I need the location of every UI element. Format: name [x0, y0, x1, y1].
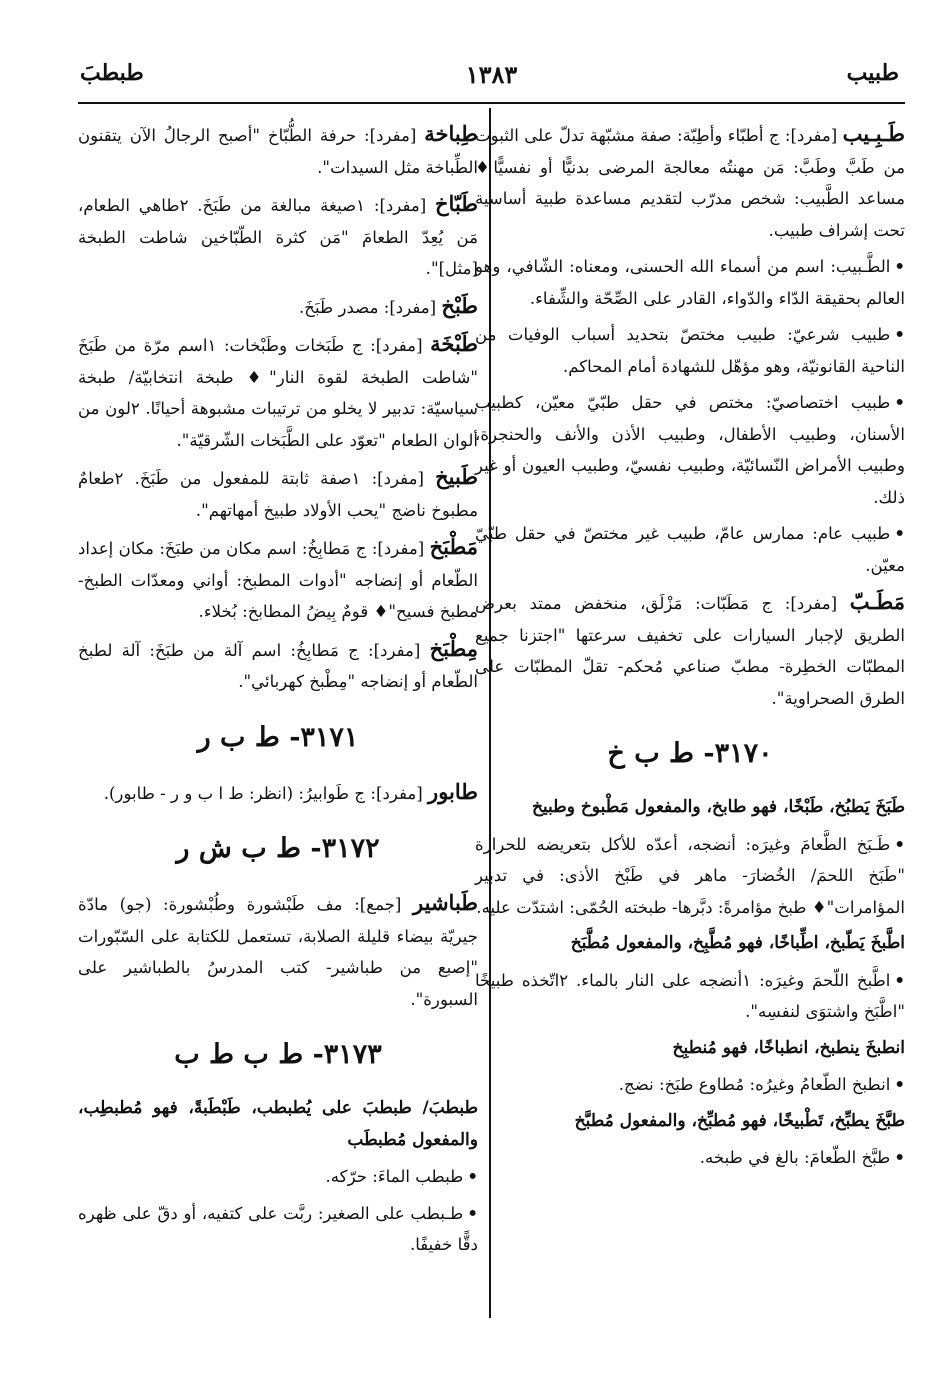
- root-heading: ٣١٧٠- ط ب خ: [607, 738, 773, 769]
- sense-item: [475, 1142, 905, 1174]
- headword: مَطْبَخ: [429, 534, 478, 559]
- root-heading: ٣١٧٣- ط ب ط ب: [174, 1039, 382, 1070]
- sense-text: اطَّبخ اللّحمَ وغيرَه: ١أنضجه على النار بالماء. ٢اتّخذه طبيخًا "اطَّبَخ واشتوَى لنفسِه".: [475, 970, 905, 1021]
- sense-item: [475, 829, 905, 924]
- page-number: ١٣٨٣: [465, 60, 518, 89]
- headword: طابور: [428, 778, 478, 804]
- sense-item: [78, 1198, 478, 1261]
- bullet-icon: •: [894, 523, 905, 543]
- root-heading: ٣١٧٢- ط ب ش ر: [176, 833, 380, 864]
- bullet-icon: •: [894, 833, 905, 854]
- dictionary-entry: [78, 328, 478, 456]
- dictionary-entry: [78, 776, 478, 810]
- sense-item: [475, 251, 905, 314]
- verb-form-heading: انطبخَ ينطبخ، انطباخًا، فهو مُنطبِخ: [672, 1037, 905, 1058]
- headword: مِطْبَخ: [429, 635, 478, 661]
- dictionary-entry: [475, 586, 905, 714]
- definition-text: [مفرد]: ١صفة ثابتة للمفعول من طَبَخَ. ٢طعامٌ مطبوخ ناضج "يحب الأولاد طبيخ أمهاتهم".: [78, 469, 478, 520]
- headword: مَطَـبّ: [849, 589, 905, 614]
- bullet-icon: •: [894, 392, 905, 412]
- root-heading: ٣١٧١- ط ب ر: [197, 721, 359, 753]
- headword: طَبْخَة: [430, 331, 478, 356]
- headword: طَبيخ: [435, 464, 479, 489]
- definition-text: [مفرد]: ج مَطابِخُ: اسم مكان من طبَخَ: مكان إعداد الطّعام أو إنضاجه "أدوات المطبخ: أواني ومعدّات الطبخ- مطبخ فسيح"♦ قومٌ بِيضُ المطابخ: بُخلاء.: [78, 539, 478, 621]
- headword: طَـبِـيب: [842, 121, 905, 146]
- sense-item: [475, 319, 905, 382]
- bullet-icon: •: [894, 969, 906, 990]
- definition-text: [مفرد]: ج أطبّاء وأطِبّة: صفة مشبّهة تدلّ على الثبوت من طَبَّ وطَبَّ: مَن مهنتُه معالجة المرضى بدنيًّا أو نفسيًّا♦ مساعد الطَّبيب: شخص مدرّب لتقديم مساعدة طبية أساسية تحت إشراف طبيب.: [475, 126, 905, 240]
- bullet-icon: •: [894, 256, 905, 276]
- sense-item: [475, 387, 905, 513]
- sense-text: انطبخ الطّعامُ وغيرُه: مُطاوع طبَخ: نضج.: [618, 1075, 891, 1094]
- definition-text: [مفرد]: مصدر طَبَخَ.: [298, 297, 442, 317]
- dictionary-entry: [78, 887, 478, 1015]
- definition-text: [جمع]: مف طَبْشورة وطُبْشورة: (جو) مادّة جيريّة بيضاء قليلة الصلابة، تستعمل للكتابة على السّبّورات "إصبع من طباشير- كتب المدرسُ بالطباشير على السبورة".: [78, 895, 478, 1009]
- sense-text: الطَّـبيب: اسم من أسماء الله الحسنى، ومعناه: الشّافي، وهو العالم بحقيقة الدّاء والدّواء، القادر على الصِّحّة والشِّفاء.: [475, 257, 905, 308]
- verb-form-heading: طَبَخَ يَطبُخ، طَبْخًا، فهو طابخ، والمفعول مَطْبوخ وطبيخ: [531, 797, 905, 817]
- right-column: [475, 118, 905, 1179]
- sense-item: [475, 965, 905, 1028]
- definition-text: [مفرد]: ج طَوابيرُ: (انظر: ط ا ب و ر - طابور).: [103, 783, 429, 803]
- bullet-icon: •: [894, 324, 905, 344]
- header-right-word: طبيب: [846, 60, 899, 86]
- dictionary-entry: [78, 118, 478, 183]
- dictionary-entry: [78, 188, 478, 285]
- definition-text: [مفرد]: ج مَطابِخُ: اسم آلة من طبَخَ: آلة لطبخ الطّعام أو إنضاجه "مِطْبخ كهربائي".: [78, 640, 478, 691]
- dictionary-entry: [475, 118, 905, 246]
- bullet-icon: •: [894, 1074, 905, 1094]
- definition-text: [مفرد]: ١صيغة مبالغة من طَبَخَ. ٢طاهي الطعام، مَن يُعِدّ الطعامَ "مَن كثرة الطّبّاخين شاطت الطبخة [مثل]".: [78, 196, 478, 278]
- headword: طَبْخ: [441, 292, 478, 318]
- header-rule: [78, 102, 905, 104]
- dictionary-entry: [78, 633, 478, 698]
- verb-form-heading: اطَّبخَ يَطّبخ، اطِّباخًا، فهو مُطَّبِخ، والمفعول مُطَّبَخ: [570, 933, 905, 953]
- verb-form-heading: طبَّخَ يطبِّخ، تَطْبيخًا، فهو مُطبِّخ، والمفعول مُطبَّخ: [574, 1110, 905, 1131]
- sense-text: طـبطب على الصغير: ربَّت على كتفيه، أو دقّ على ظهره دقًّا خفيفًا.: [78, 1203, 478, 1254]
- definition-text: [مفرد]: ج مَطَبّات: مَزْلَق، منخفض ممتد بعرض الطريق لإجبار السيارات على تخفيف سرعتها "اجتزنا جميع المطبّات الخطِرة- مطبّ صناعي مُحكم- تقلّ المطبّات على الطرق الصحراوية".: [475, 594, 905, 708]
- bullet-icon: •: [467, 1166, 478, 1186]
- bullet-icon: •: [467, 1202, 478, 1223]
- bullet-icon: •: [894, 1147, 905, 1167]
- verb-form-heading: طبطبَ/ طبطبَ على يُطبطب، طَبْطَبةً، فهو مُطبطِب، والمفعول مُطبطَب: [78, 1098, 478, 1150]
- sense-text: طبَّخ الطّعامَ: بالغ في طبخه.: [699, 1148, 891, 1167]
- sense-text: طَـبَخ الطَّعامَ وغيرَه: أنضجه، أعدّه للأكل بتعريضه للحرارة "طَبَخ اللحمَ/ الخُضارَ- ماهر في طَبْخ الأذى: في تدبير المؤامرات"♦ طبخ مؤامرةً: دبَّرها- طبخته الحُمّى: اشتدّت عليه.: [475, 834, 905, 917]
- definition-text: [مفرد]: ج طَبَخات وطَبْخات: ١اسم مرّة من طَبَخَ "شاطت الطبخة لقوة النار"♦ طبخة انتخابيّة/ طبخة سياسيّة: تدبير لا يخلو من ترتيبات مشبوهة أحيانًا. ٢لون من ألوان الطعام "تعوّد على الطَّبَخات الشّرقيّة".: [78, 336, 478, 450]
- sense-item: [475, 1069, 905, 1101]
- page-header: [78, 56, 905, 96]
- sense-item: [475, 518, 905, 581]
- sense-item: [78, 1161, 478, 1193]
- header-left-word: طبطبَ: [80, 60, 144, 86]
- headword: طَباشير: [413, 890, 478, 915]
- dictionary-entry: [78, 461, 478, 526]
- dictionary-entry: [78, 531, 478, 628]
- sense-text: طبيب اختصاصيّ: مختص في حقل طبّيّ معيّن، كطبيب الأسنان، وطبيب الأطفال، وطبيب الأذن والأنف والحنجرة، وطبيب الأمراض النّسائيّة، وطبيب نفسيّ، وطبيب العيون أو غير ذلك.: [475, 393, 905, 507]
- left-column: [78, 118, 478, 1266]
- definition-text: [مفرد]: حرفة الطُّبّاخ "أصبح الرجالُ الآن يتقنون الطِّباخة مثل السيدات".: [78, 126, 478, 177]
- dictionary-entry: [78, 290, 478, 324]
- headword: طِباخة: [424, 121, 478, 146]
- sense-text: طبطب الماءَ: حرّكه.: [325, 1167, 464, 1186]
- sense-text: طبيب شرعيّ: طبيب مختصّ بتحديد أسباب الوفيات من الناحية القانونيّة، وهو مؤهّل للشهادة أمام المحاكم.: [475, 325, 905, 376]
- sense-text: طبيب عام: ممارس عامّ، طبيب غير مختصّ في حقل طبّيّ معيّن.: [475, 524, 905, 575]
- headword: طَبّاخ: [434, 191, 478, 216]
